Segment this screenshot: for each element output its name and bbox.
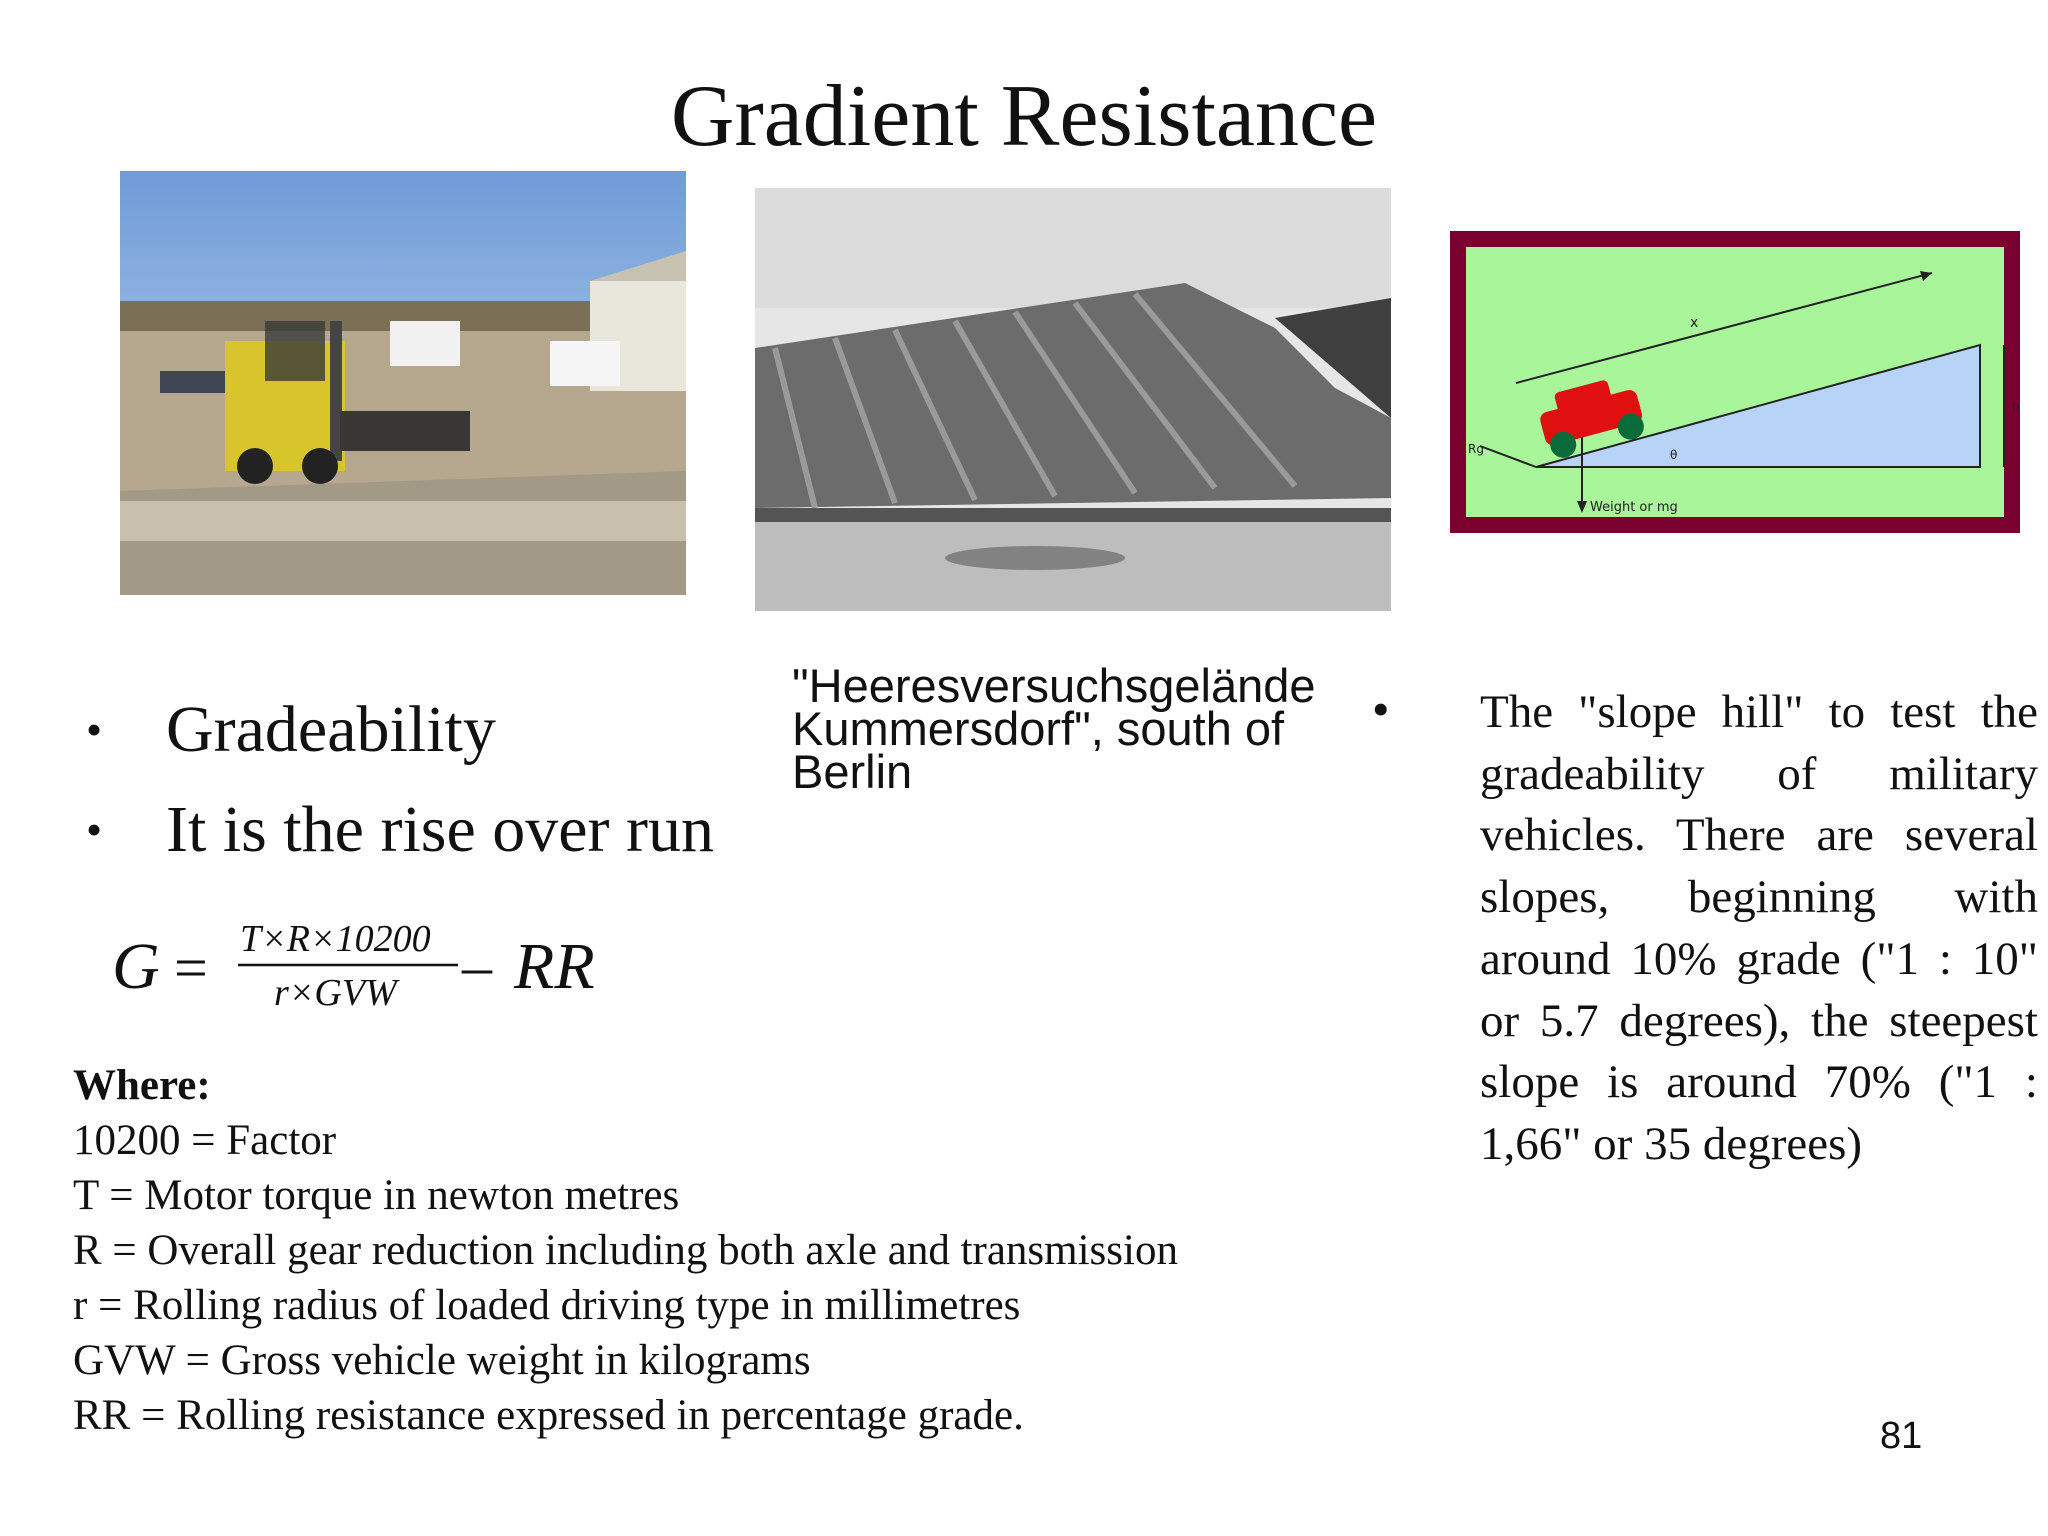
- definition-line: r = Rolling radius of loaded driving type in millimetres: [73, 1282, 1021, 1329]
- definition-line: T = Motor torque in newton metres: [73, 1172, 680, 1219]
- bullet-list: [86, 680, 714, 880]
- bullet-text: Gradeability: [166, 693, 496, 766]
- h-label: h: [2012, 400, 2020, 414]
- formula-minus: –: [462, 933, 492, 999]
- photo-caption: "Heeresversuchsgelände Kummersdorf", south of Berlin: [792, 659, 1316, 798]
- bullet-text: It is the rise over run: [166, 793, 715, 866]
- weight-label: Weight or mg: [1590, 500, 1678, 515]
- slope-hill-description: The "slope hill" to test the gradeability of military vehicles. There are several slopes, beginning with around 10% grade ("1 : 10" or 5.7 degrees), the steepest slope is around 70% ("1 : 1,66" or 35 degrees): [1480, 686, 2038, 1170]
- gradeability-formula: [112, 910, 632, 1020]
- definition-line: GVW = Gross vehicle weight in kilograms: [73, 1337, 811, 1384]
- bullet-item: [86, 780, 714, 880]
- definition-line: 10200 = Factor: [73, 1117, 337, 1164]
- x-label: x: [1690, 315, 1699, 331]
- page-number: 81: [1880, 1415, 1923, 1457]
- formula-numerator: T×R×10200: [240, 918, 431, 960]
- formula-rhs: RR: [514, 930, 595, 1003]
- definition-line: R = Overall gear reduction including both axle and transmission: [73, 1227, 1178, 1274]
- caption-bullet-dot: •: [1372, 681, 1390, 737]
- slope-hill-photo: [755, 188, 1391, 611]
- formula-equals: =: [174, 935, 208, 1001]
- theta-label: θ: [1670, 448, 1678, 462]
- definition-line: RR = Rolling resistance expressed in percentage grade.: [73, 1392, 1024, 1439]
- forklift-photo: [120, 171, 686, 595]
- where-definitions: [73, 1058, 1178, 1443]
- formula-lhs: G: [112, 930, 160, 1003]
- slide-title: Gradient Resistance: [670, 68, 1378, 165]
- where-heading: Where:: [73, 1062, 211, 1109]
- formula-denominator: r×GVW: [274, 972, 397, 1014]
- rg-label: Rg: [1468, 442, 1484, 456]
- bullet-item: [86, 680, 714, 780]
- gradient-diagram: [1450, 231, 2020, 533]
- bullet-dot: •: [86, 704, 103, 755]
- bullet-dot: •: [86, 804, 103, 855]
